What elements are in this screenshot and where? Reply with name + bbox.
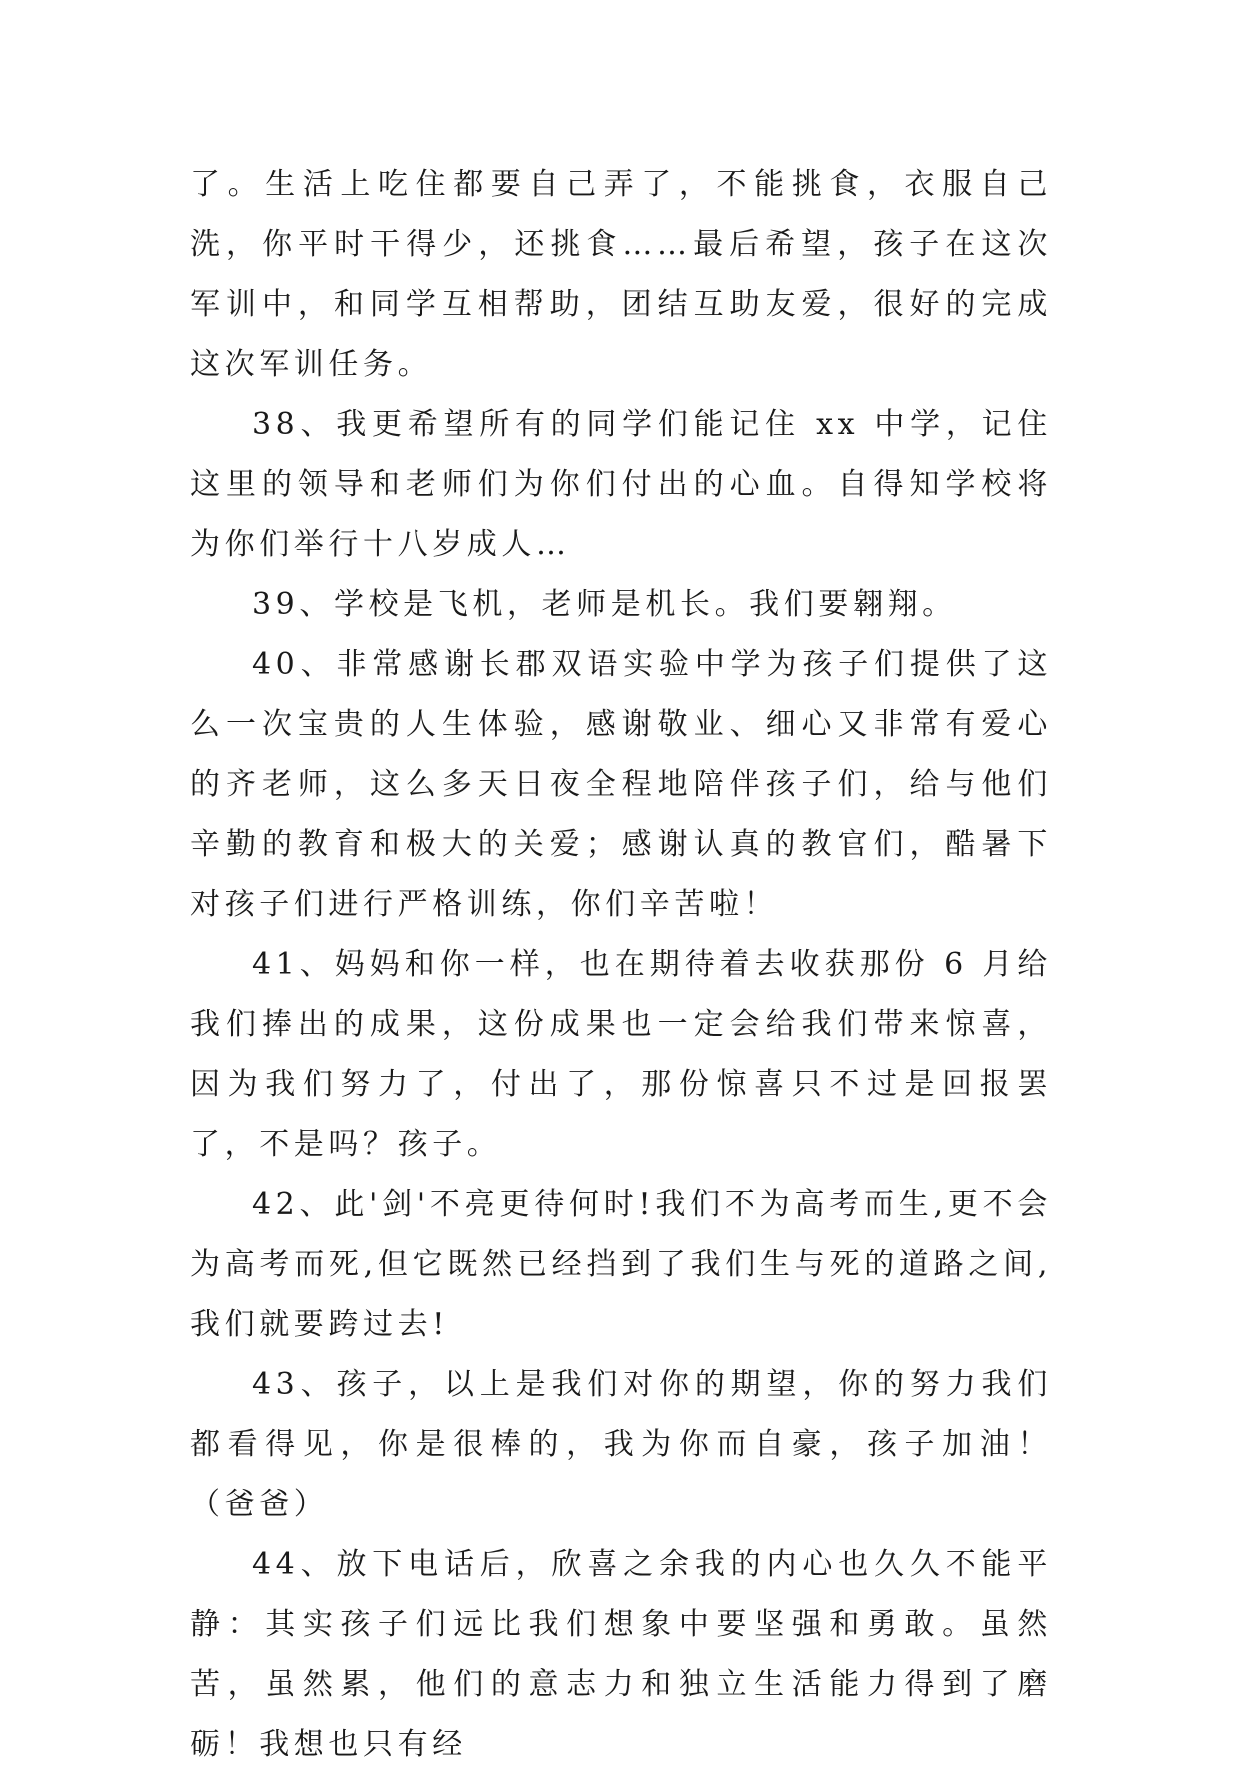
paragraph-44: 44、放下电话后，欣喜之余我的内心也久久不能平静：其实孩子们远比我们想象中要坚强和勇敢。虽然苦，虽然累，他们的意志力和独立生活能力得到了磨砺！我想也只有经 (190, 1547, 1052, 1762)
paragraph-42: 42、此'剑'不亮更待何时!我们不为高考而生,更不会为高考而死,但它既然已经挡到了我们生与死的道路之间,我们就要跨过去! (190, 1187, 1052, 1342)
document-body (190, 155, 1052, 1775)
paragraph-continuation: 了。生活上吃住都要自己弄了，不能挑食，衣服自己洗，你平时干得少，还挑食……最后希望，孩子在这次军训中，和同学互相帮助，团结互助友爱，很好的完成这次军训任务。 (190, 167, 1052, 382)
paragraph-38: 38、我更希望所有的同学们能记住 xx 中学，记住这里的领导和老师们为你们付出的心血。自得知学校将为你们举行十八岁成人… (190, 407, 1052, 562)
paragraph-40: 40、非常感谢长郡双语实验中学为孩子们提供了这么一次宝贵的人生体验，感谢敬业、细心又非常有爱心的齐老师，这么多天日夜全程地陪伴孩子们，给与他们辛勤的教育和极大的关爱；感谢认真的教官们，酷暑下对孩子们进行严格训练，你们辛苦啦！ (190, 647, 1052, 922)
paragraph-41: 41、妈妈和你一样，也在期待着去收获那份 6 月给我们捧出的成果，这份成果也一定会给我们带来惊喜，因为我们努力了，付出了，那份惊喜只不过是回报罢了，不是吗？孩子。 (190, 947, 1052, 1162)
paragraph-39: 39、学校是飞机，老师是机长。我们要翱翔。 (252, 587, 957, 622)
paragraph-43: 43、孩子，以上是我们对你的期望，你的努力我们都看得见，你是很棒的，我为你而自豪，孩子加油！（爸爸） (190, 1367, 1052, 1522)
